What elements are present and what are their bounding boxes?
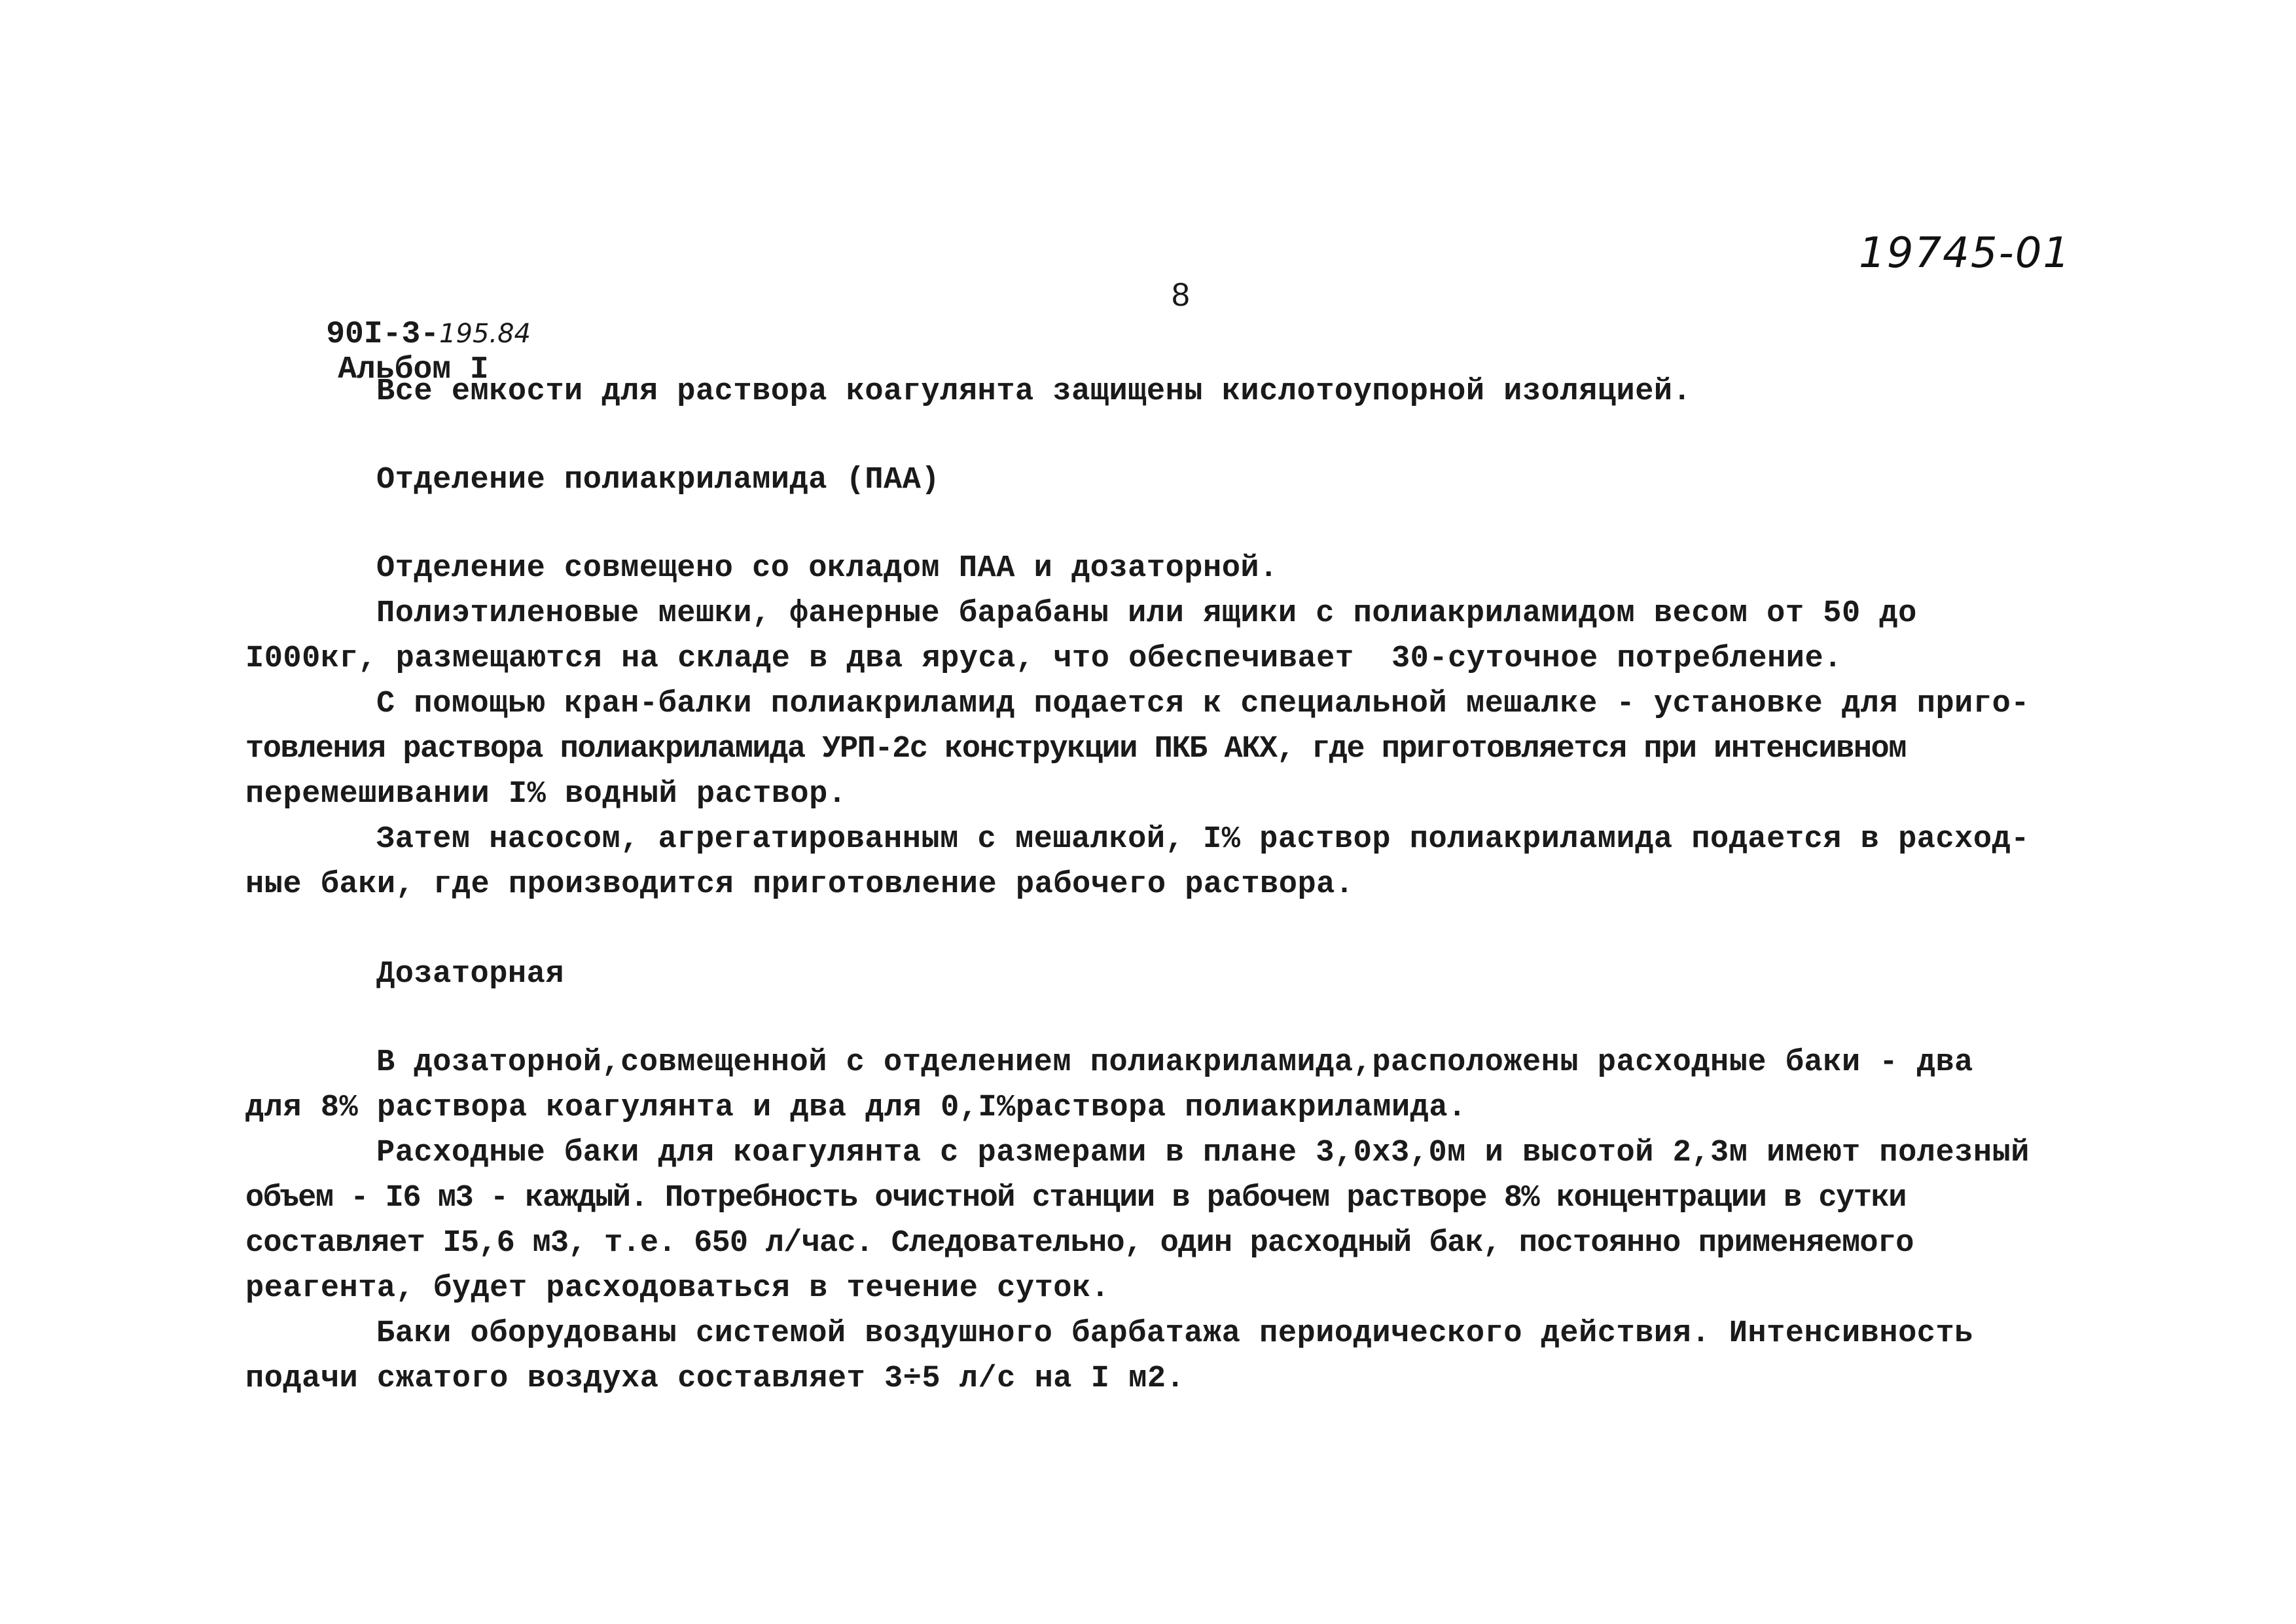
text-line: Отделение совмещено со окладом ПАА и дозаторной. <box>376 551 1278 586</box>
text-line: Затем насосом, агрегатированным с мешалкой, I% раствор полиакриламида подается в расход- <box>376 822 2030 857</box>
code-prefix: 90I-3- <box>326 317 440 352</box>
page-number: 8 <box>1172 276 1191 313</box>
text-line: подачи сжатого воздуха составляет 3÷5 л/с на I м2. <box>245 1362 1185 1396</box>
section-heading: Дозаторная <box>376 957 565 992</box>
text-line: составляет I5,6 м3, т.е. 650 л/час. Следовательно, один расходный бак, постоянно применяемого <box>245 1226 1914 1261</box>
text-line: Все емкости для раствора коагулянта защищены кислотоупорной изоляцией. <box>376 374 1692 409</box>
text-line: С помощью кран-балки полиакриламид подается к специальной мешалке - установке для приго- <box>376 687 2030 721</box>
text-line: реагента, будет расходоваться в течение суток. <box>245 1271 1110 1306</box>
stamp-number: 19745-01 <box>1859 229 2072 278</box>
text-line: Полиэтиленовые мешки, фанерные барабаны или ящики с полиакриламидом весом от 50 до <box>376 596 1917 631</box>
code-handwritten: 195.84 <box>439 319 531 349</box>
text-line: для 8% раствора коагулянта и два для 0,I%раствора полиакриламида. <box>245 1091 1467 1125</box>
text-line: товления раствора полиакриламида УРП-2с конструкции ПКБ АКХ, где приготовляется при интенсивном <box>245 732 1906 767</box>
text-line: Баки оборудованы системой воздушного барбатажа периодического действия. Интенсивность <box>376 1316 1973 1351</box>
section-heading: Отделение полиакриламида (ПАА) <box>376 463 941 497</box>
text-line: Расходные баки для коагулянта с размерами в плане 3,0х3,0м и высотой 2,3м имеют полезный <box>376 1136 2030 1170</box>
album-label: Альбом I <box>338 352 489 388</box>
text-line: В дозаторной,совмещенной с отделением полиакриламида,расположены расходные баки - два <box>376 1045 1973 1080</box>
text-line: объем - I6 м3 - каждый. Потребность очистной станции в рабочем растворе 8% концентрации в сутки <box>245 1181 1906 1216</box>
text-line: перемешивании I% водный раствор. <box>245 777 847 812</box>
text-line: I000кг, размещаются на складе в два яруса, что обеспечивает 30-суточное потребление. <box>245 641 1842 676</box>
text-line: ные баки, где производится приготовление рабочего раствора. <box>245 867 1354 902</box>
